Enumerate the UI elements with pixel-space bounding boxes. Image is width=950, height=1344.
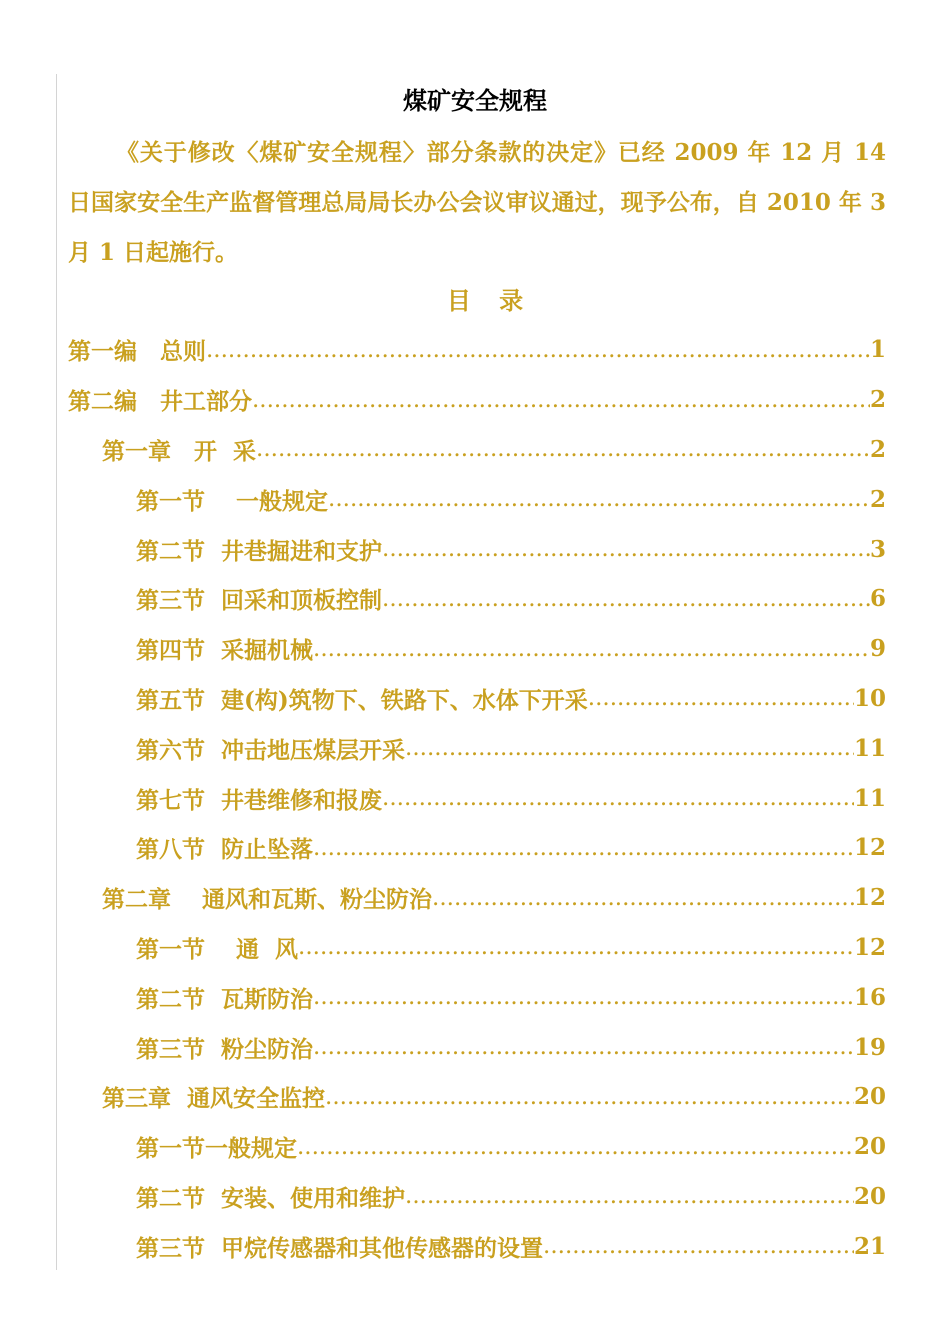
toc-entry-section[interactable] bbox=[68, 474, 886, 524]
toc-entry-page: 12 bbox=[853, 933, 886, 961]
toc-entry-page: 11 bbox=[853, 734, 886, 762]
toc-entry-page: 12 bbox=[853, 834, 886, 862]
toc-entry-label: 第二节 安装、使用和维护 bbox=[136, 1184, 406, 1212]
toc-entry-label: 第二编 井工部分 bbox=[68, 388, 252, 416]
toc-leader-dots bbox=[313, 636, 870, 662]
toc-entry-page: 11 bbox=[853, 784, 886, 812]
toc-leader-dots bbox=[206, 337, 870, 363]
toc-entry-section[interactable] bbox=[68, 1022, 886, 1072]
toc-entry-page: 21 bbox=[853, 1232, 886, 1260]
document-title: 煤矿安全规程 bbox=[403, 86, 547, 115]
page-margin-line bbox=[56, 74, 57, 1270]
toc-leader-dots bbox=[298, 934, 854, 960]
toc-entry-label: 第三节 粉尘防治 bbox=[136, 1035, 314, 1063]
toc-leader-dots bbox=[297, 1134, 854, 1160]
toc-leader-dots bbox=[252, 387, 870, 413]
toc-entry-section[interactable] bbox=[68, 972, 886, 1022]
toc-entry-label: 第五节 建(构)筑物下、铁路下、水体下开采 bbox=[136, 686, 588, 714]
toc-entry-section[interactable] bbox=[68, 574, 886, 624]
toc-leader-dots bbox=[405, 735, 854, 761]
toc-entry-section[interactable] bbox=[68, 823, 886, 873]
toc-entry-page: 20 bbox=[853, 1133, 886, 1161]
toc-entry-page: 1 bbox=[869, 336, 886, 364]
toc-entry-page: 2 bbox=[869, 386, 886, 414]
toc-entry-section[interactable] bbox=[68, 1122, 886, 1172]
toc-entry-label: 第四节 采掘机械 bbox=[136, 637, 314, 665]
toc-entry-section[interactable] bbox=[68, 723, 886, 773]
toc-entry-label: 第一节 通 风 bbox=[136, 935, 299, 963]
toc-entry-section[interactable] bbox=[68, 674, 886, 724]
toc-entry-part-2[interactable] bbox=[68, 375, 886, 425]
toc-entry-chapter-3[interactable] bbox=[68, 1072, 886, 1122]
toc-entry-label: 第二章 通风和瓦斯、粉尘防治 bbox=[102, 886, 433, 914]
toc-entry-label: 第二节 井巷掘进和支护 bbox=[136, 537, 383, 565]
toc-leader-dots bbox=[382, 536, 870, 562]
toc-leader-dots bbox=[432, 885, 854, 911]
toc-entry-chapter-2[interactable] bbox=[68, 873, 886, 923]
toc-entry-page: 20 bbox=[853, 1083, 886, 1111]
toc-entry-label: 第三节 甲烷传感器和其他传感器的设置 bbox=[136, 1234, 544, 1262]
toc-leader-dots bbox=[325, 1084, 854, 1110]
toc-entry-label: 第一章 开 采 bbox=[102, 437, 257, 465]
toc-entry-page: 19 bbox=[853, 1033, 886, 1061]
toc-leader-dots bbox=[382, 785, 854, 811]
toc-entry-section[interactable] bbox=[68, 624, 886, 674]
toc-entry-page: 6 bbox=[869, 585, 886, 613]
toc-leader-dots bbox=[588, 685, 854, 711]
toc-entry-page: 2 bbox=[869, 435, 886, 463]
toc-leader-dots bbox=[313, 835, 854, 861]
toc-entry-label: 第三章 通风安全监控 bbox=[102, 1085, 326, 1113]
toc-entry-label: 第三节 回采和顶板控制 bbox=[136, 587, 383, 615]
toc-entry-page: 16 bbox=[853, 983, 886, 1011]
toc-entry-label: 第二节 瓦斯防治 bbox=[136, 985, 314, 1013]
toc-entry-chapter-1[interactable] bbox=[68, 425, 886, 475]
toc-entry-page: 12 bbox=[853, 884, 886, 912]
toc-title: 目 录 bbox=[446, 286, 534, 315]
toc-entry-section[interactable] bbox=[68, 923, 886, 973]
toc-entry-label: 第八节 防止坠落 bbox=[136, 836, 314, 864]
intro-paragraph: 《关于修改〈煤矿安全规程〉部分条款的决定》已经 2009 年 12 月 14 日国家安全生产监督管理总局局长办公会议审议通过，现予公布，自 2010 年 3 月 1 日起施行。 bbox=[68, 139, 886, 266]
toc-entry-label: 第一节一般规定 bbox=[136, 1135, 297, 1163]
table-of-contents bbox=[68, 325, 886, 1271]
toc-entry-label: 第一节 一般规定 bbox=[136, 487, 329, 515]
toc-leader-dots bbox=[256, 436, 870, 462]
toc-entry-page: 20 bbox=[853, 1182, 886, 1210]
toc-entry-section[interactable] bbox=[68, 773, 886, 823]
toc-entry-page: 3 bbox=[869, 535, 886, 563]
toc-entry-section[interactable] bbox=[68, 524, 886, 574]
toc-leader-dots bbox=[382, 586, 870, 612]
toc-entry-label: 第一编 总则 bbox=[68, 338, 206, 366]
toc-entry-part-1[interactable] bbox=[68, 325, 886, 375]
toc-entry-page: 9 bbox=[869, 635, 886, 663]
toc-leader-dots bbox=[405, 1183, 854, 1209]
toc-entry-section[interactable] bbox=[68, 1221, 886, 1271]
toc-entry-page: 2 bbox=[869, 485, 886, 513]
toc-leader-dots bbox=[543, 1233, 854, 1259]
toc-entry-page: 10 bbox=[853, 684, 886, 712]
toc-entry-label: 第六节 冲击地压煤层开采 bbox=[136, 736, 406, 764]
toc-entry-label: 第七节 井巷维修和报废 bbox=[136, 786, 383, 814]
toc-leader-dots bbox=[328, 486, 870, 512]
toc-leader-dots bbox=[313, 984, 854, 1010]
toc-leader-dots bbox=[313, 1034, 854, 1060]
toc-entry-section[interactable] bbox=[68, 1172, 886, 1222]
